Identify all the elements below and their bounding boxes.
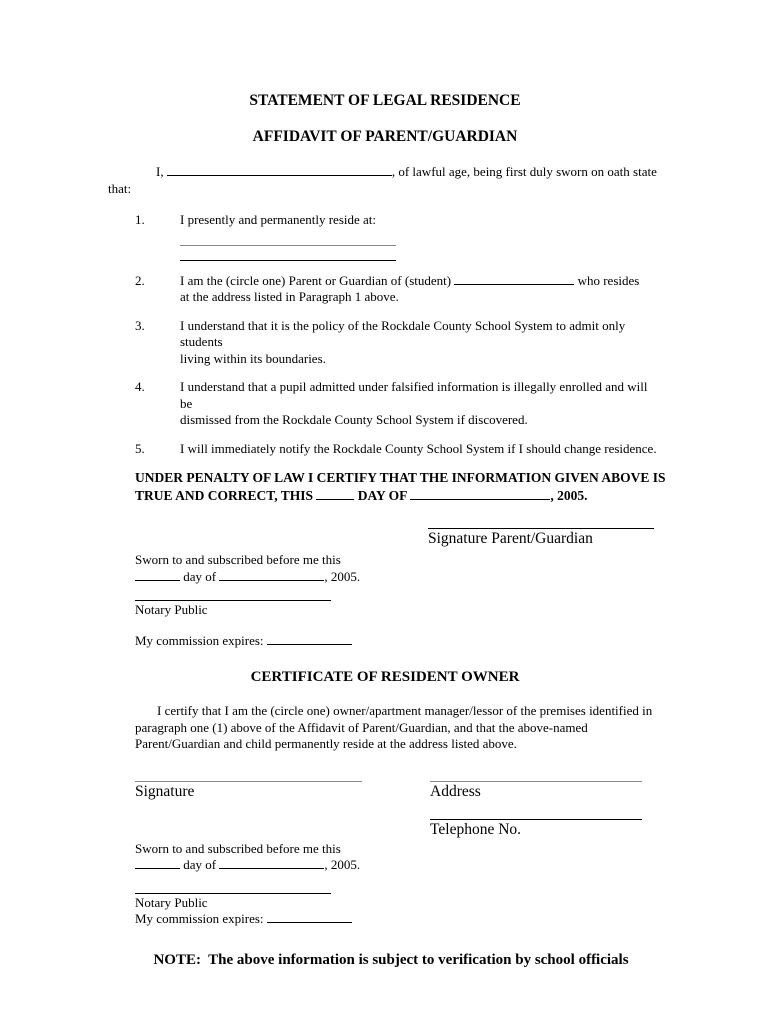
item-body: [180, 212, 660, 261]
commission-expires-1: [135, 633, 770, 650]
sworn-line-1: Sworn to and subscribed before me this: [135, 840, 341, 856]
notary-sworn-statement-1: [135, 552, 770, 585]
affidavit-item-4: [135, 379, 770, 429]
opening-prefix: I,: [156, 164, 164, 179]
document-title: STATEMENT OF LEGAL RESIDENCE: [249, 92, 521, 109]
opening-statement: [108, 163, 675, 197]
commission-label-1: My commission expires:: [135, 632, 264, 648]
item-1-text: I presently and permanently reside at:: [180, 212, 377, 227]
owner-address-label: Address: [430, 782, 481, 800]
item-3-line-1: I understand that it is the policy of the Rockdale County School System to admit only students: [180, 317, 626, 349]
residence-address-blank-line-1: [180, 231, 396, 246]
penalty-certification: [135, 469, 680, 504]
affidavit-items: [135, 212, 770, 457]
item-2-text-after: who resides: [577, 272, 640, 288]
sworn-year: , 2005.: [324, 857, 361, 872]
commission-label-2: My commission expires:: [135, 911, 264, 926]
item-body: [180, 273, 660, 306]
notary-signature-line-1: [135, 600, 331, 601]
sworn-month-blank: [219, 857, 324, 869]
notary-sworn-statement-2: [135, 841, 430, 874]
item-body: [180, 441, 660, 458]
item-number: 3.: [135, 317, 145, 333]
item-2-line-2: at the address listed in Paragraph 1 above.: [180, 289, 399, 304]
cert-para-line-3: Parent/Guardian and child permanently reside at the address listed above.: [135, 736, 517, 751]
item-number: 1.: [135, 212, 145, 227]
sworn-line-2: [135, 857, 430, 874]
item-4-line-1: I understand that a pupil admitted under falsified information is illegally enrolled and will be: [180, 379, 648, 411]
month-blank: [410, 488, 550, 500]
notary-signature-line-2: [135, 893, 331, 894]
commission-date-blank-1: [267, 633, 352, 645]
affidavit-item-2: [135, 273, 770, 306]
owner-signature-section: [135, 781, 770, 874]
notary-public-label-1: Notary Public: [135, 602, 208, 617]
commission-date-blank-2: [267, 911, 352, 923]
item-number: 5.: [135, 440, 145, 456]
notary-public-label-2: Notary Public: [135, 894, 208, 910]
certify-line-2-between: DAY OF: [357, 487, 407, 503]
certificate-title: CERTIFICATE OF RESIDENT OWNER: [250, 669, 520, 685]
owner-address-line: [430, 781, 642, 782]
owner-signature-label: Signature: [135, 782, 195, 800]
item-number: 4.: [135, 379, 145, 394]
day-number-blank: [316, 488, 354, 500]
sworn-year: , 2005.: [324, 568, 361, 584]
cert-para-line-1: I certify that I am the (circle one) owner/apartment manager/lessor of the premises identified in: [157, 703, 653, 718]
item-3-line-2: living within its boundaries.: [180, 350, 326, 366]
item-2-line-1: [180, 273, 660, 290]
certify-line-2-after: , 2005.: [550, 487, 588, 503]
item-body: [180, 379, 660, 429]
affidavit-item-3: [135, 318, 770, 368]
certificate-paragraph: [135, 703, 660, 753]
sworn-line-2: [135, 569, 770, 586]
parent-guardian-signature-block: [428, 528, 770, 548]
item-4-line-2: dismissed from the Rockdale County School System if discovered.: [180, 412, 528, 427]
affidavit-item-1: [135, 212, 770, 261]
opening-continuation: that:: [108, 181, 132, 196]
sworn-day-blank: [135, 569, 180, 581]
opening-after-blank: , of lawful age, being first duly sworn on oath state: [391, 164, 657, 179]
verification-note: NOTE: The above information is subject to verification by school officials: [153, 951, 629, 968]
item-2-text-before: I am the (circle one) Parent or Guardian of (student): [180, 272, 452, 288]
owner-address-column: [430, 781, 665, 874]
parent-guardian-signature-line: [428, 528, 654, 529]
parent-guardian-signature-label: Signature Parent/Guardian: [428, 530, 593, 547]
document-subtitle: AFFIDAVIT OF PARENT/GUARDIAN: [252, 128, 518, 145]
item-number: 2.: [135, 272, 145, 288]
student-name-blank: [454, 273, 574, 285]
owner-telephone-label: Telephone No.: [430, 820, 522, 838]
sworn-line-1: Sworn to and subscribed before me this: [135, 552, 341, 567]
affidavit-item-5: [135, 441, 770, 458]
sworn-day-blank: [135, 857, 180, 869]
certify-line-2-before: TRUE AND CORRECT, THIS: [135, 487, 314, 503]
owner-signature-line: [135, 781, 362, 782]
residence-address-blank-line-2: [180, 246, 396, 261]
item-5-line-1: I will immediately notify the Rockdale County School System if I should change residence.: [180, 440, 657, 456]
certify-line-1: UNDER PENALTY OF LAW I CERTIFY THAT THE INFORMATION GIVEN ABOVE IS: [135, 470, 666, 485]
commission-expires-2: [135, 911, 770, 928]
affiant-name-blank: [167, 164, 392, 176]
owner-signature-column: [135, 781, 430, 874]
sworn-day-word: day of: [183, 857, 217, 872]
owner-telephone-line: [430, 819, 642, 820]
cert-para-line-2: paragraph one (1) above of the Affidavit of Parent/Guardian, and that the above-named: [135, 719, 588, 735]
sworn-day-word: day of: [183, 568, 217, 584]
sworn-month-blank: [219, 569, 324, 581]
item-body: [180, 318, 660, 368]
